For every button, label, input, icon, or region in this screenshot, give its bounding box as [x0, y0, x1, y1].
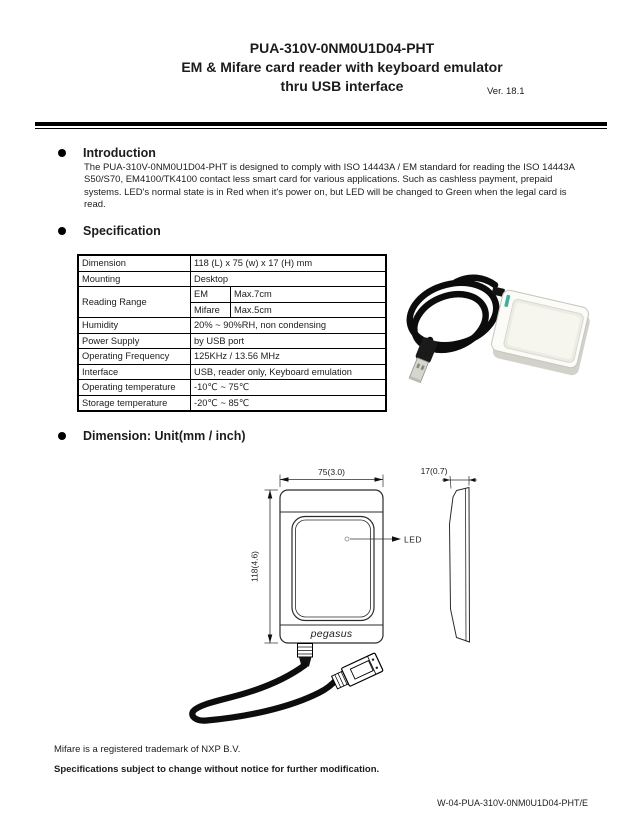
spec-label: Reading Range: [78, 287, 191, 318]
section-introduction-heading: [58, 146, 156, 160]
table-row: [78, 255, 386, 271]
usb-plug-line-art: [330, 653, 383, 692]
thickness-dimension-label: 17(0.7): [420, 466, 448, 476]
table-row: [78, 318, 386, 334]
bullet-icon: [58, 227, 66, 235]
table-row: [78, 333, 386, 349]
front-view: [280, 490, 383, 643]
spec-sublabel: Mifare: [191, 302, 231, 318]
spec-label: Interface: [78, 364, 191, 380]
height-dimension: [265, 490, 279, 643]
brand-logo-text: pegasus: [310, 628, 353, 640]
thickness-dimension: [442, 476, 477, 489]
arrow-icon: [392, 536, 401, 541]
spec-value: USB, reader only, Keyboard emulation: [191, 364, 387, 380]
spec-value: -20℃ ~ 85℃: [191, 395, 387, 411]
introduction-heading-label: Introduction: [83, 146, 156, 160]
model-number: PUA-310V-0NM0U1D04-PHT: [249, 40, 435, 56]
spec-value: Max.7cm: [231, 287, 387, 303]
table-row: [78, 364, 386, 380]
dimension-heading-label: Dimension: Unit(mm / inch): [83, 429, 246, 443]
side-view: [450, 488, 470, 643]
spec-label: Dimension: [78, 255, 191, 271]
product-photo: [398, 252, 623, 395]
bullet-icon: [58, 432, 66, 440]
version-label: Ver. 18.1: [487, 86, 525, 97]
usb-cable-coil: [403, 274, 504, 362]
table-row: [78, 287, 386, 303]
spec-value: Desktop: [191, 271, 387, 287]
spec-value: by USB port: [191, 333, 387, 349]
document-code: W-04-PUA-310V-0NM0U1D04-PHT/E: [437, 798, 588, 808]
specification-heading-label: Specification: [83, 224, 161, 238]
led-label: LED: [404, 534, 423, 545]
product-subtitle-line1: EM & Mifare card reader with keyboard emulator: [181, 59, 503, 75]
spec-value: 118 (L) x 75 (w) x 17 (H) mm: [191, 255, 387, 271]
table-row: [78, 349, 386, 365]
usb-plug: [407, 336, 438, 383]
spec-label: Operating Frequency: [78, 349, 191, 365]
introduction-paragraph: The PUA-310V-0NM0U1D04-PHT is designed to comply with ISO 14443A / EM standard for reading the ISO 14443A S50/S70, EM4100/TK4100 contact less smart card for various applications. Such as cashless payment, prepaid systems. LED's normal state is in Red when it's power on, but LED will be changed to Green when the legal card is read.: [84, 162, 575, 210]
spec-label: Humidity: [78, 318, 191, 334]
table-row: [78, 380, 386, 396]
table-row: [78, 271, 386, 287]
spec-label: Storage temperature: [78, 395, 191, 411]
height-dimension-label: 118(4.6): [249, 550, 260, 583]
cable-line-art: [192, 665, 336, 721]
product-subtitle-line2: thru USB interface: [280, 78, 404, 94]
section-dimension-heading: [58, 429, 246, 443]
spec-value: Max.5cm: [231, 302, 387, 318]
spec-table: [77, 254, 387, 412]
section-specification-heading: [58, 224, 161, 238]
trademark-note: Mifare is a registered trademark of NXP B.V.: [54, 744, 241, 755]
spec-value: 20% ~ 90%RH, non condensing: [191, 318, 387, 334]
spec-sublabel: EM: [191, 287, 231, 303]
led-dot: [345, 537, 349, 541]
spec-value: 125KHz / 13.56 MHz: [191, 349, 387, 365]
title-block: [62, 39, 622, 96]
spec-label: Power Supply: [78, 333, 191, 349]
spec-label: Mounting: [78, 271, 191, 287]
disclaimer-note: Specifications subject to change without notice for further modification.: [54, 764, 380, 775]
bullet-icon: [58, 149, 66, 157]
width-dimension-label: 75(3.0): [318, 467, 345, 477]
header-divider: [35, 122, 607, 129]
spec-value: -10℃ ~ 75℃: [191, 380, 387, 396]
dimension-drawing: [170, 450, 510, 735]
spec-label: Operating temperature: [78, 380, 191, 396]
table-row: [78, 395, 386, 411]
